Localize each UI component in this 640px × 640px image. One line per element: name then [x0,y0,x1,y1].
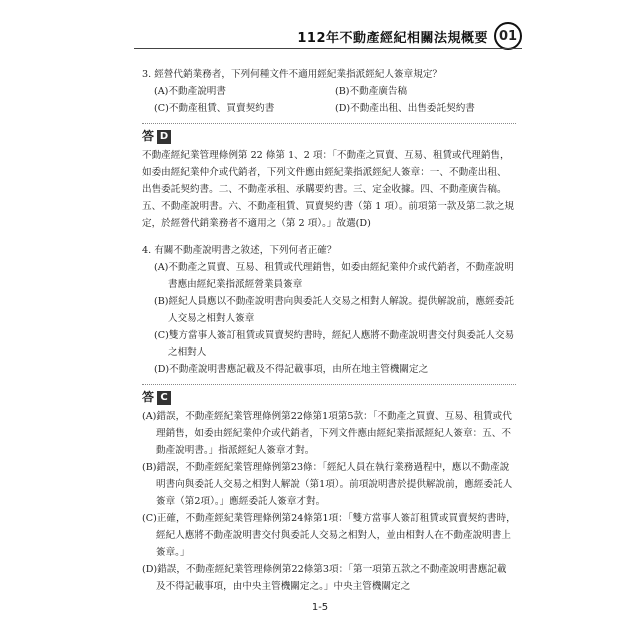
question-3 [142,66,516,232]
option-c: (C)不動產租賃、買賣契約書 [154,103,275,114]
option-grid [154,83,516,117]
answer-divider [142,384,516,385]
answer-letter: C [157,391,171,405]
option-b: (B)經紀人員應以不動產說明書向與委託人交易之相對人解說。提供解說前，應經委託人交易之相對人簽章 [154,296,514,324]
answer-label: 答 [142,390,155,404]
explanation-list [142,408,516,595]
book-title: 112年不動產經紀相關法規概要 [297,30,488,46]
question-4 [142,242,516,595]
explanation-item-d: (D)錯誤，不動產經紀業管理條例第22條第3項：「第一項第五款之不動產說明書應記載及不得記載事項，由中央主管機關定之。」中央主管機關定之 [142,564,507,592]
chapter-badge: 01 [494,22,522,50]
answer-label: 答 [142,129,155,143]
running-header [297,22,522,50]
header-divider [134,48,522,49]
question-stem: 4. 有關不動產說明書之敘述，下列何者正確？ [142,245,337,256]
answer-heading [142,389,516,406]
page-content [142,66,516,603]
option-a: (A)不動產說明書 [154,86,226,97]
answer-heading [142,128,516,145]
page-number: 1-5 [311,602,329,613]
explanation-item-a: (A)錯誤，不動產經紀業管理條例第22條第1項第5款：「不動產之買賣、互易、租賃或代理銷售，如委由經紀業仲介或代銷者，下列文件應由經紀業指派經紀人簽章：五、不動產說明書。」指派經紀人簽章才對。 [142,411,512,456]
option-list [154,259,516,378]
option-a: (A)不動產之買賣、互易、租賃或代理銷售，如委由經紀業仲介或代銷者，不動產說明書應由經紀業指派經營業員簽章 [154,262,514,290]
option-d: (D)不動產出租、出售委託契約書 [335,103,475,114]
explanation-text: 不動產經紀業管理條例第 22 條第 1、2 項：「不動產之買賣、互易、租賃或代理銷售，如委由經紀業仲介或代銷者，下列文件應由經紀業指派經紀人簽章：一、不動產出租、出售委託契約書。二、不動產承租、承購要約書。三、定金收據。四、不動產廣告稿。五、不動產說明書。六、不動產租賃、買賣契約書（第 1 項）。前項第一款及第二款之規定，於經營代銷業務者不適用之（第 2 項）。」故選(D) [142,150,514,229]
explanation-item-b: (B)錯誤，不動產經紀業管理條例第23條：「經紀人員在執行業務過程中，應以不動產說明書向與委託人交易之相對人解說（第1項）。前項說明書於提供解說前，應經委託人簽章（第2項）。」應經委託人簽章才對。 [142,462,513,507]
option-c: (C)雙方當事人簽訂租賃或買賣契約書時，經紀人應將不動產說明書交付與委託人交易之相對人 [154,330,515,358]
answer-divider [142,123,516,124]
question-stem: 3. 經營代銷業務者，下列何種文件不適用經紀業指派經紀人簽章規定？ [142,69,443,80]
option-d: (D)不動產說明書應記載及不得記載事項，由所在地主管機關定之 [154,364,429,375]
explanation-item-c: (C)正確，不動產經紀業管理條例第24條第1項：「雙方當事人簽訂租賃或買賣契約書時，經紀人應將不動產說明書交付與委託人交易之相對人，並由相對人在不動產說明書上簽章。」 [142,513,516,558]
answer-letter: D [157,130,171,144]
option-b: (B)不動產廣告稿 [335,86,408,97]
